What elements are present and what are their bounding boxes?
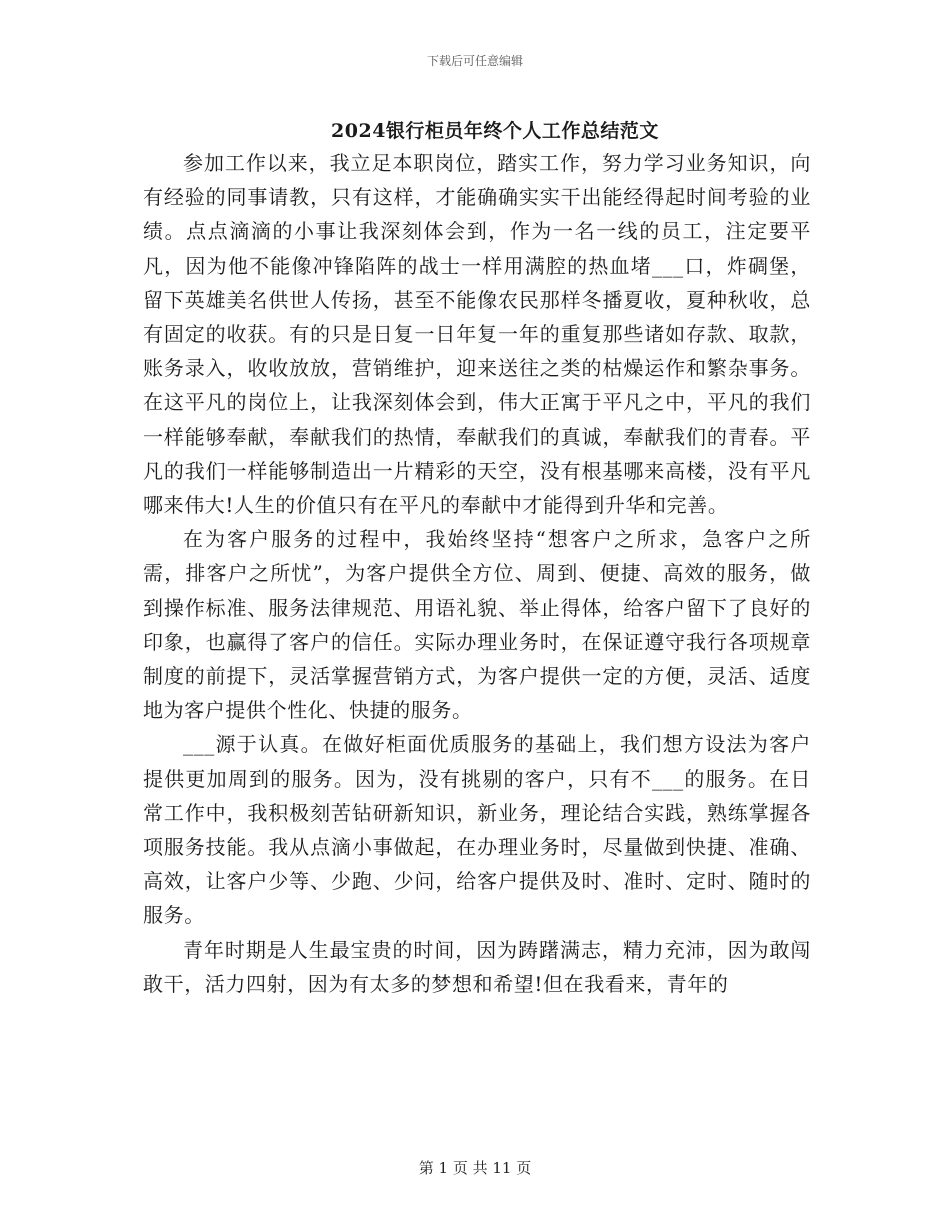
document-body <box>143 146 811 1001</box>
paragraph-4: 青年时期是人生最宝贵的时间，因为踌躇满志，精力充沛，因为敢闯敢干，活力四射，因为有太多的梦想和希望!但在我看来，青年的 <box>143 937 811 996</box>
paragraph-2: 在为客户服务的过程中，我始终坚持“想客户之所求，急客户之所需，排客户之所忧”，为客户提供全方位、周到、便捷、高效的服务，做到操作标准、服务法律规范、用语礼貌、举止得体，给客户留下了良好的印象，也赢得了客户的信任。实际办理业务时，在保证遵守我行各项规章制度的前提下，灵活掌握营销方式，为客户提供一定的方便，灵活、适度地为客户提供个性化、快捷的服务。 <box>143 527 811 723</box>
page-number: 第 1 页 共 11 页 <box>418 1159 532 1177</box>
paragraph-3: ___源于认真。在做好柜面优质服务的基础上，我们想方设法为客户提供更加周到的服务。因为，没有挑剔的客户，只有不___的服务。在日常工作中，我积极刻苦钻研新知识，新业务，理论结合实践，熟练掌握各项服务技能。我从点滴小事做起，在办理业务时，尽量做到快捷、准确、高效，让客户少等、少跑、少问，给客户提供及时、准时、定时、随时的服务。 <box>143 732 811 928</box>
header-note: 下载后可任意编辑 <box>426 54 523 68</box>
document-title: 2024银行柜员年终个人工作总结范文 <box>331 120 659 142</box>
paragraph-1: 参加工作以来，我立足本职岗位，踏实工作，努力学习业务知识，向有经验的同事请教，只有这样，才能确确实实干出能经得起时间考验的业绩。点点滴滴的小事让我深刻体会到，作为一名一线的员工，注定要平凡，因为他不能像冲锋陷阵的战士一样用满腔的热血堵___口，炸碉堡，留下英雄美名供世人传扬，甚至不能像农民那样冬播夏收，夏种秋收，总有固定的收获。有的只是日复一日年复一年的重复那些诸如存款、取款，账务录入，收收放放，营销维护，迎来送往之类的枯燥运作和繁杂事务。在这平凡的岗位上，让我深刻体会到，伟大正寓于平凡之中，平凡的我们一样能够奉献，奉献我们的热情，奉献我们的真诚，奉献我们的青春。平凡的我们一样能够制造出一片精彩的天空，没有根基哪来高楼，没有平凡哪来伟大!人生的价值只有在平凡的奉献中才能得到升华和完善。 <box>143 151 811 518</box>
